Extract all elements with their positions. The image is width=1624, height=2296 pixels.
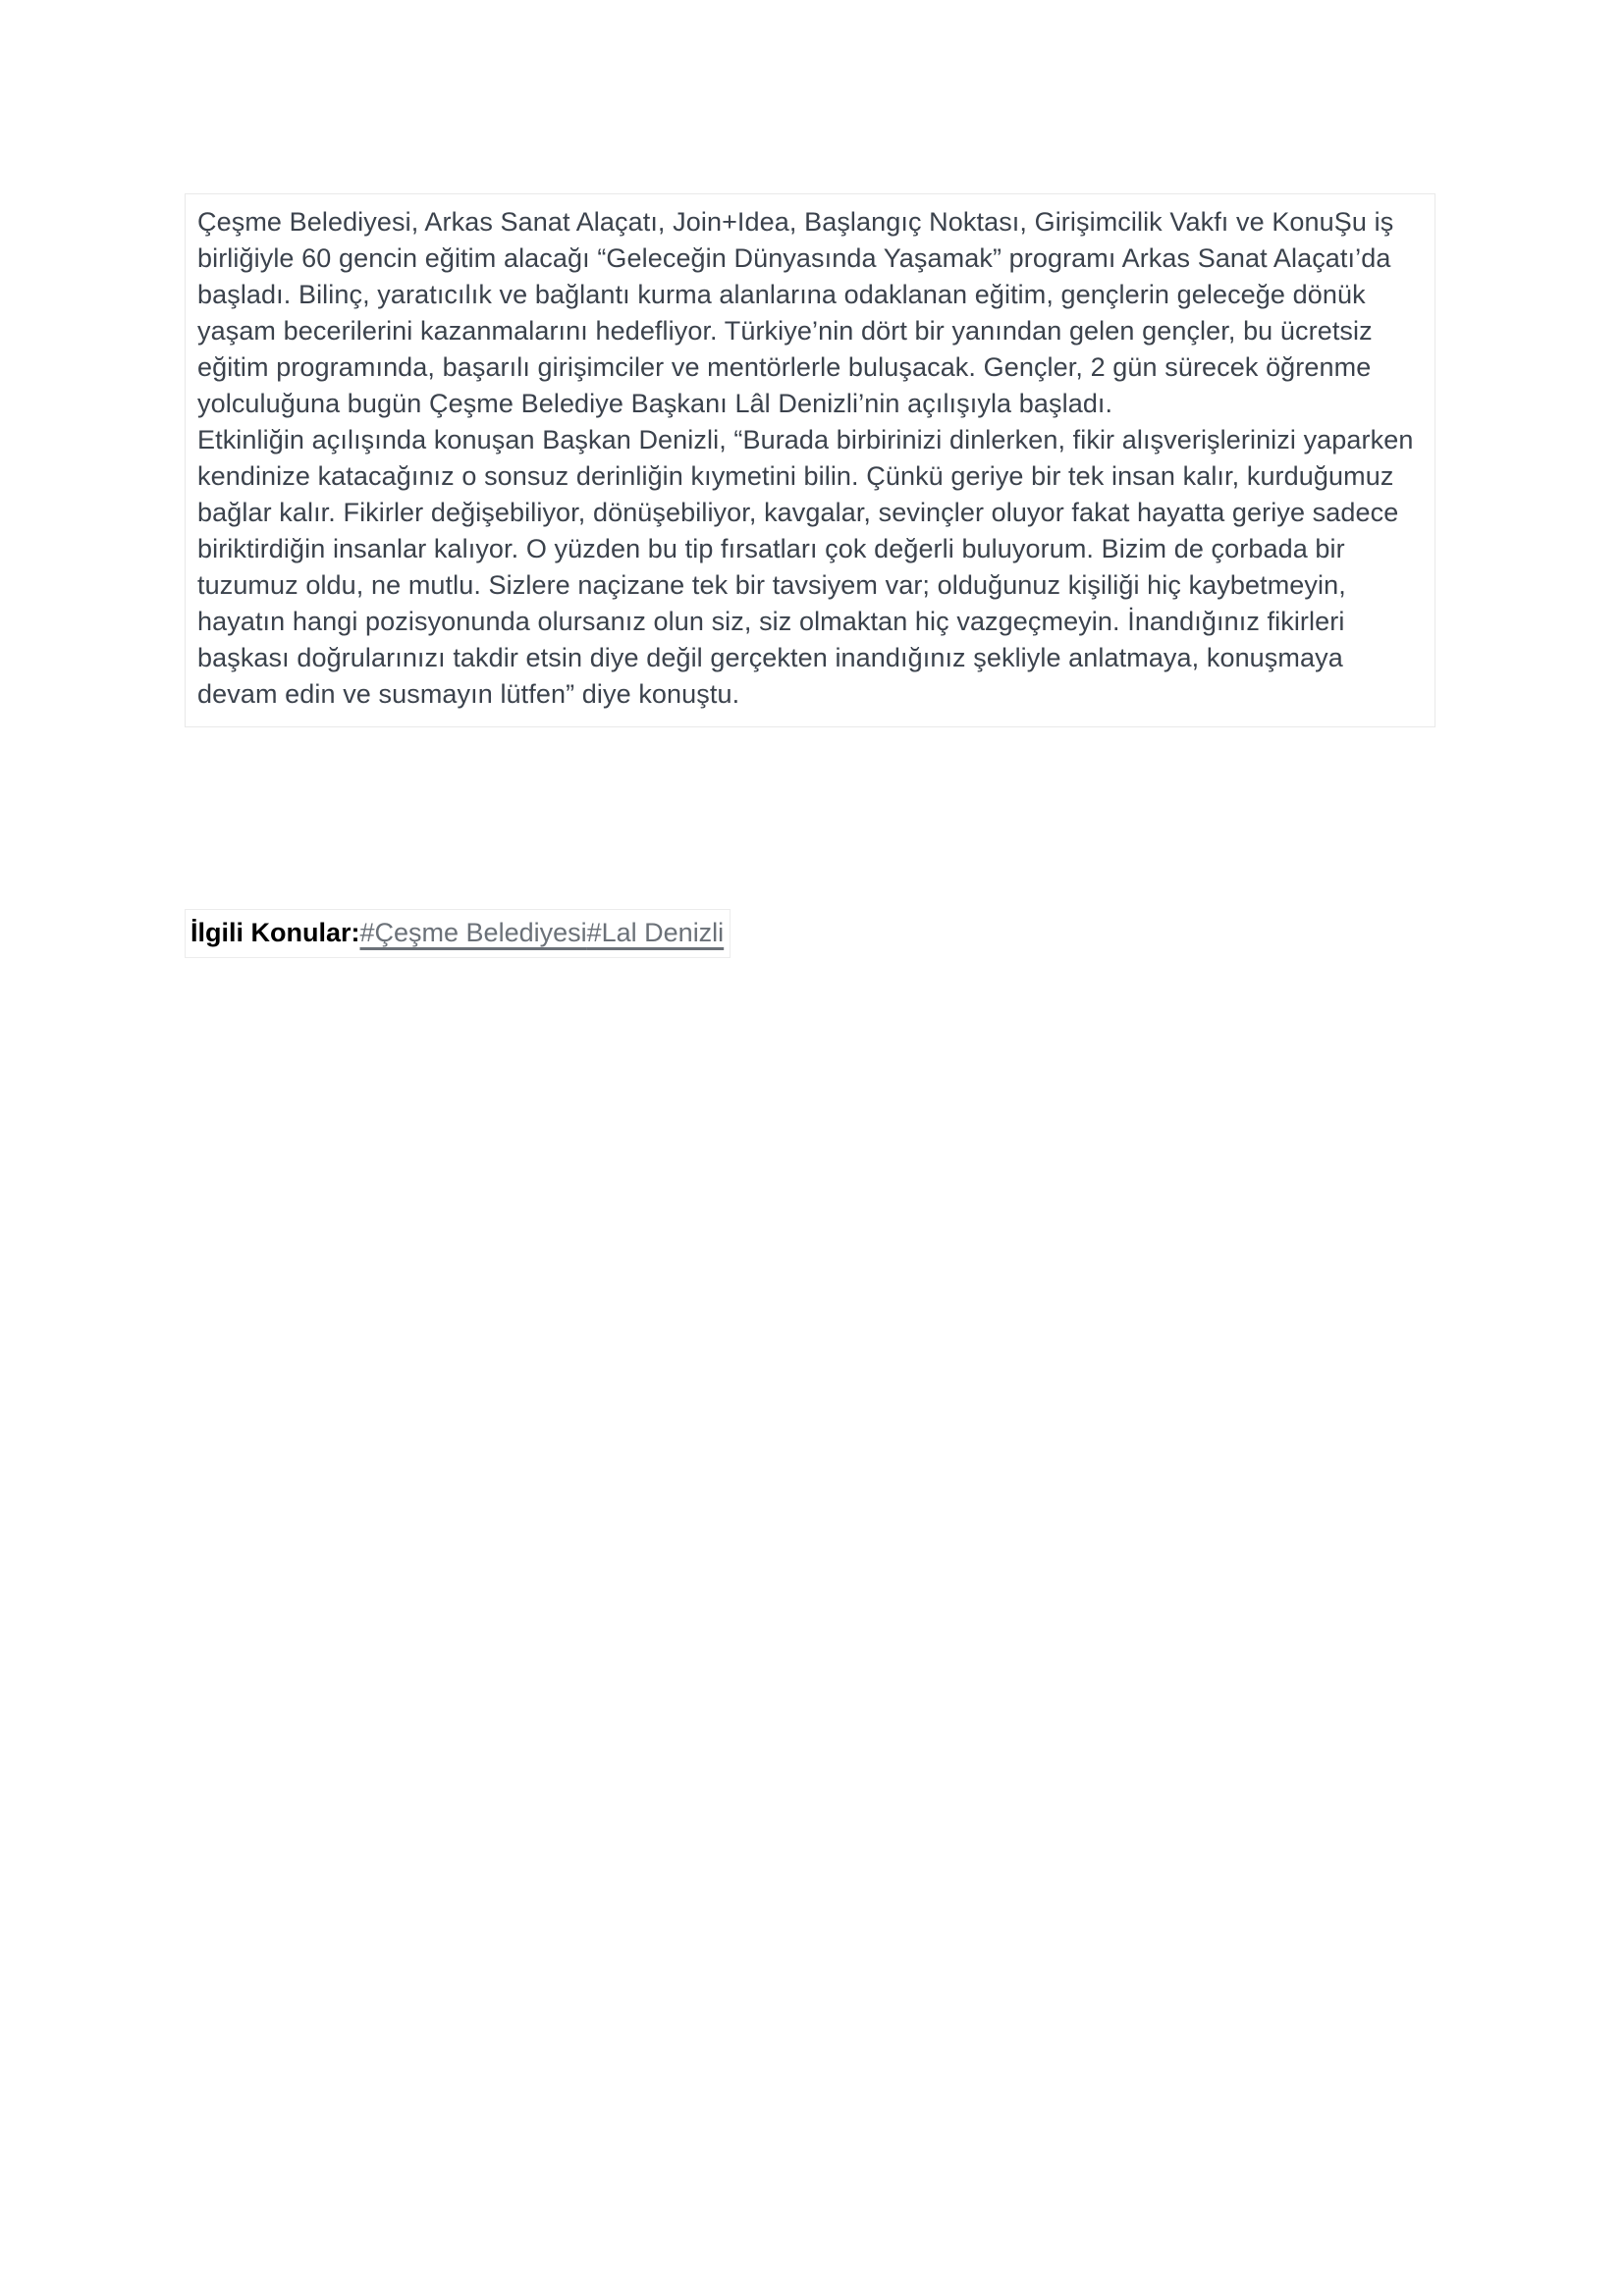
topic-link-cesme-belediyesi[interactable]: #Çeşme Belediyesi: [359, 918, 587, 947]
related-topics-links: [360, 909, 731, 958]
related-topics-label: İlgili Konular:: [185, 909, 360, 958]
article-paragraph-1: Çeşme Belediyesi, Arkas Sanat Alaçatı, Join+Idea, Başlangıç Noktası, Girişimcilik Vakfı ve KonuŞu iş birliğiyle 60 gencin eğitim alacağı “Geleceğin Dünyasında Yaşamak” programı Arkas Sanat Alaçatı’da başladı. Bilinç, yaratıcılık ve bağlantı kurma alanlarına odaklanan eğitim, gençlerin geleceğe dönük yaşam becerilerini kazanmalarını hedefliyor. Türkiye’nin dört bir yanından gelen gençler, bu ücretsiz eğitim programında, başarılı girişimciler ve mentörlerle buluşacak. Gençler, 2 gün sürecek öğrenme yolculuğuna bugün Çeşme Belediye Başkanı Lâl Denizli’nin açılışıyla başladı.: [197, 207, 1394, 418]
article-text-box: [185, 193, 1435, 727]
article-paragraph-2: Etkinliğin açılışında konuşan Başkan Denizli, “Burada birbirinizi dinlerken, fikir alışverişlerinizi yaparken kendinize katacağınız o sonsuz derinliğin kıymetini bilin. Çünkü geriye bir tek insan kalır, kurduğumuz bağlar kalır. Fikirler değişebiliyor, dönüşebiliyor, kavgalar, sevinçler oluyor fakat hayatta geriye sadece biriktirdiğin insanlar kalıyor. O yüzden bu tip fırsatları çok değerli buluyorum. Bizim de çorbada bir tuzumuz oldu, ne mutlu. Sizlere naçizane tek bir tavsiyem var; olduğunuz kişiliği hiç kaybetmeyin, hayatın hangi pozisyonunda olursanız olun siz, siz olmaktan hiç vazgeçmeyin. İnandığınız fikirleri başkası doğrularınızı takdir etsin diye değil gerçekten inandığınız şekliyle anlatmaya, konuşmaya devam edin ve susmayın lütfen” diye konuştu.: [197, 425, 1414, 709]
topic-link-lal-denizli[interactable]: #Lal Denizli: [586, 918, 725, 947]
related-topics-row: [185, 909, 731, 958]
